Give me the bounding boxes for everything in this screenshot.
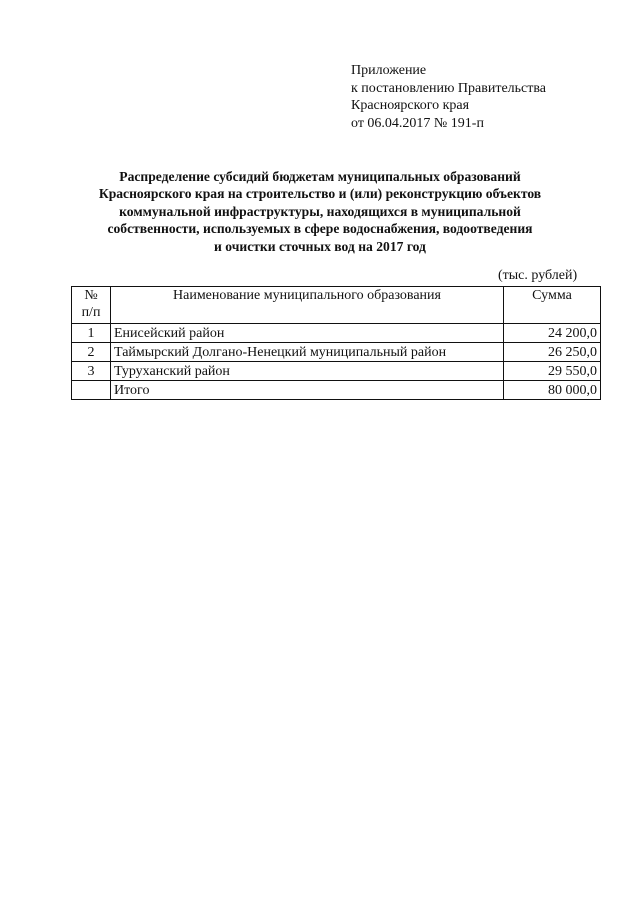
appendix-block [351, 62, 546, 132]
row-num: 2 [72, 343, 111, 362]
appendix-line-1: Приложение [351, 63, 427, 78]
units-label: (тыс. рублей) [498, 268, 578, 283]
title-line-5: и очистки сточных вод на 2017 год [214, 238, 426, 254]
header-num-line-2: п/п [81, 305, 101, 320]
total-row [72, 381, 601, 400]
appendix-line-3: Красноярского края [351, 98, 470, 113]
title-line-1: Распределение субсидий бюджетам муниципальных образований [119, 169, 521, 184]
appendix-line-4: от 06.04.2017 № 191-п [351, 115, 484, 131]
table-row [72, 362, 601, 381]
title-line-2: Красноярского края на строительство и (или) реконструкцию объектов [98, 186, 542, 202]
table-header-row [72, 287, 601, 324]
total-label: Итого [111, 381, 504, 400]
header-sum: Сумма [504, 287, 601, 324]
row-sum: 29 550,0 [504, 362, 601, 381]
row-sum: 24 200,0 [504, 324, 601, 343]
subsidy-table [71, 286, 601, 400]
row-name: Таймырский Долгано-Ненецкий муниципальный район [111, 343, 504, 362]
appendix-line-2: к постановлению Правительства [351, 80, 547, 96]
row-name: Туруханский район [111, 362, 504, 381]
title-line-4: собственности, используемых в сфере водоснабжения, водоотведения [107, 221, 533, 237]
row-name: Енисейский район [111, 324, 504, 343]
row-num: 1 [72, 324, 111, 343]
header-num [72, 287, 111, 324]
total-sum: 80 000,0 [504, 381, 601, 400]
row-num: 3 [72, 362, 111, 381]
header-num-line-1: № [84, 288, 98, 303]
header-name: Наименование муниципального образования [111, 287, 504, 324]
table-row [72, 343, 601, 362]
total-num [72, 381, 111, 400]
table-row [72, 324, 601, 343]
document-title [60, 168, 580, 255]
row-sum: 26 250,0 [504, 343, 601, 362]
title-line-3: коммунальной инфраструктуры, находящихся в муниципальной [119, 203, 521, 219]
